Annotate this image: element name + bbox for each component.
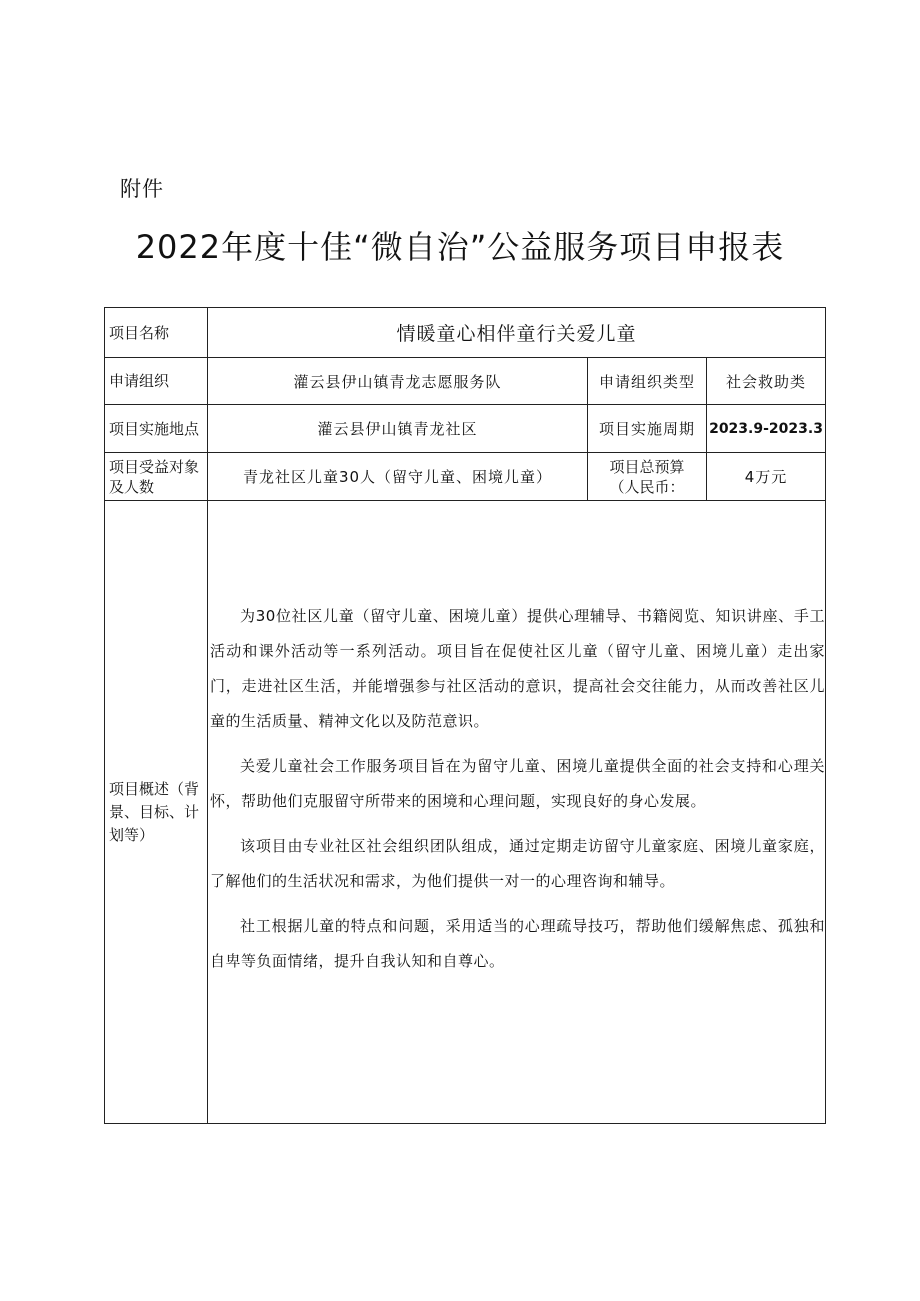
summary-paragraph: 为30位社区儿童（留守儿童、困境儿童）提供心理辅导、书籍阅览、知识讲座、手工活动和课外活动等一系列活动。项目旨在促使社区儿童（留守儿童、困境儿童）走出家门，走进社区生活，并能增强参与社区活动的意识，提高社会交往能力，从而改善社区儿童的生活质量、精神文化以及防范意识。: [210, 607, 826, 730]
budget-label: 项目总预算（人民币：: [588, 453, 707, 501]
applicant-type-value: 社会救助类: [707, 358, 826, 405]
beneficiaries-label: 项目受益对象及人数: [105, 453, 208, 501]
project-name-label: 项目名称: [105, 308, 208, 358]
applicant-type-label: 申请组织类型: [588, 358, 707, 405]
summary-cell: [208, 501, 826, 1124]
beneficiaries-value: 青龙社区儿童30人（留守儿童、困境儿童）: [208, 453, 588, 501]
application-form-table: [104, 307, 826, 1124]
page-title: 2022年度十佳“微自治”公益服务项目申报表: [135, 228, 785, 266]
row-summary: [105, 501, 826, 1124]
location-label: 项目实施地点: [105, 405, 208, 453]
summary-paragraph: 关爱儿童社会工作服务项目旨在为留守儿童、困境儿童提供全面的社会支持和心理关怀，帮助他们克服留守所带来的困境和心理问题，实现良好的身心发展。: [210, 757, 826, 810]
applicant-label: 申请组织: [105, 358, 208, 405]
period-label: 项目实施周期: [588, 405, 707, 453]
summary-text: [208, 501, 825, 979]
row-beneficiaries: [105, 453, 826, 501]
attachment-label: 附件: [120, 177, 164, 201]
location-value: 灌云县伊山镇青龙社区: [208, 405, 588, 453]
project-name-value: 情暖童心相伴童行关爱儿童: [208, 308, 826, 358]
budget-value: 4万元: [707, 453, 826, 501]
summary-label: 项目概述（背景、目标、计划等）: [105, 501, 208, 1124]
applicant-value: 灌云县伊山镇青龙志愿服务队: [208, 358, 588, 405]
period-value: 2023.9-2023.3: [707, 405, 826, 453]
summary-paragraph: 该项目由专业社区社会组织团队组成，通过定期走访留守儿童家庭、困境儿童家庭，了解他们的生活状况和需求，为他们提供一对一的心理咨询和辅导。: [210, 837, 826, 890]
row-applicant: [105, 358, 826, 405]
summary-paragraph: 社工根据儿童的特点和问题，采用适当的心理疏导技巧，帮助他们缓解焦虑、孤独和自卑等负面情绪，提升自我认知和自尊心。: [210, 917, 826, 970]
row-project-name: [105, 308, 826, 358]
row-location: [105, 405, 826, 453]
